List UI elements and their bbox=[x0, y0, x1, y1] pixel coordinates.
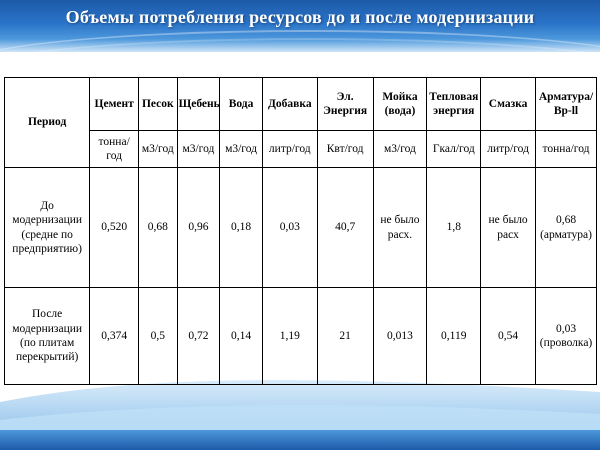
column-header: Песок bbox=[139, 78, 178, 131]
unit-row bbox=[5, 131, 597, 168]
column-header: Добавка bbox=[262, 78, 317, 131]
column-header: Мойка (вода) bbox=[373, 78, 427, 131]
value-cell: 0,520 bbox=[90, 168, 139, 288]
value-cell: не было расх. bbox=[373, 168, 427, 288]
unit-cell: м3/год bbox=[139, 131, 178, 168]
value-cell: 0,03 (проволка) bbox=[536, 288, 597, 385]
unit-cell: Гкал/год bbox=[427, 131, 481, 168]
value-cell: 0,68 bbox=[139, 168, 178, 288]
value-cell: 40,7 bbox=[317, 168, 373, 288]
unit-cell: м3/год bbox=[220, 131, 263, 168]
period-header: Период bbox=[5, 78, 90, 168]
column-header: Цемент bbox=[90, 78, 139, 131]
value-cell: 0,72 bbox=[177, 288, 220, 385]
unit-cell: м3/год bbox=[177, 131, 220, 168]
unit-cell: литр/год bbox=[262, 131, 317, 168]
unit-cell: м3/год bbox=[373, 131, 427, 168]
value-cell: 1,19 bbox=[262, 288, 317, 385]
value-cell: 21 bbox=[317, 288, 373, 385]
column-header: Эл. Энергия bbox=[317, 78, 373, 131]
table-row-before bbox=[5, 168, 597, 288]
column-header: Арматура/ Вр-ll bbox=[536, 78, 597, 131]
value-cell: 0,013 bbox=[373, 288, 427, 385]
value-cell: 0,5 bbox=[139, 288, 178, 385]
resource-table bbox=[4, 77, 597, 385]
value-cell: 0,68 (арматура) bbox=[536, 168, 597, 288]
value-cell: 1,8 bbox=[427, 168, 481, 288]
column-header: Вода bbox=[220, 78, 263, 131]
header-row bbox=[5, 78, 597, 131]
value-cell: не было расх bbox=[481, 168, 536, 288]
value-cell: 0,14 bbox=[220, 288, 263, 385]
column-header: Смазка bbox=[481, 78, 536, 131]
unit-cell: тонна/год bbox=[90, 131, 139, 168]
unit-cell: Квт/год bbox=[317, 131, 373, 168]
page-title: Объемы потребления ресурсов до и после модернизации bbox=[65, 7, 535, 27]
unit-cell: тонна/год bbox=[536, 131, 597, 168]
period-cell: До модернизации (средне по предприятию) bbox=[5, 168, 90, 288]
column-header: Щебень bbox=[177, 78, 220, 131]
value-cell: 0,374 bbox=[90, 288, 139, 385]
value-cell: 0,119 bbox=[427, 288, 481, 385]
value-cell: 0,18 bbox=[220, 168, 263, 288]
value-cell: 0,54 bbox=[481, 288, 536, 385]
period-cell: После модернизации (по плитам перекрытий) bbox=[5, 288, 90, 385]
column-header: Тепловая энергия bbox=[427, 78, 481, 131]
value-cell: 0,03 bbox=[262, 168, 317, 288]
value-cell: 0,96 bbox=[177, 168, 220, 288]
unit-cell: литр/год bbox=[481, 131, 536, 168]
table-row-after bbox=[5, 288, 597, 385]
